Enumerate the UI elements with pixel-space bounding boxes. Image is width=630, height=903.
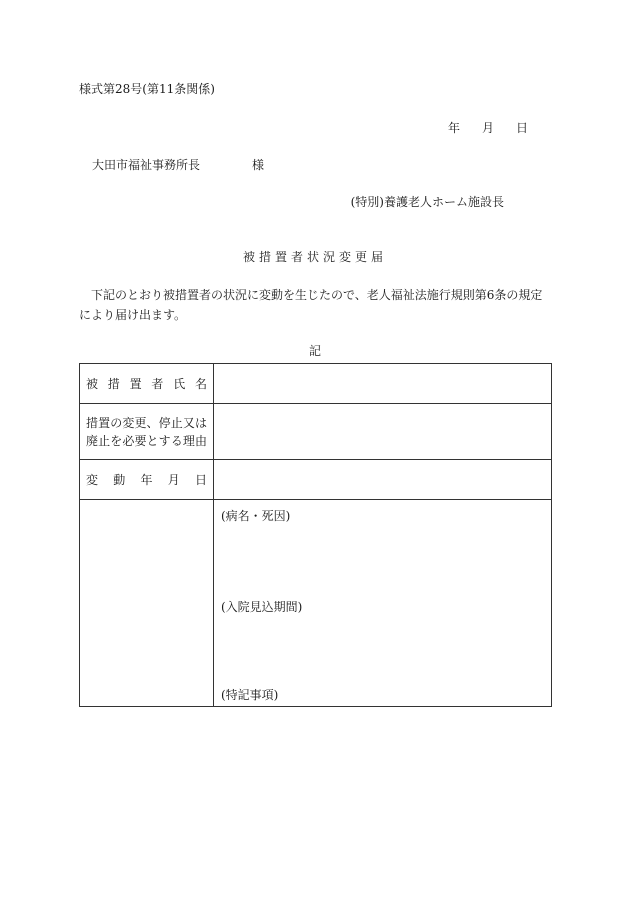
table-row — [80, 364, 552, 404]
label-char: 被 — [86, 377, 99, 391]
insured-name-label-cell — [80, 364, 214, 404]
table-row — [80, 460, 552, 500]
addressee-honorific: 様 — [252, 158, 265, 172]
date-day-label: 日 — [515, 121, 528, 135]
reason-label-line2: 廃止を必要とする理由 — [86, 433, 207, 448]
remarks-cell[interactable] — [214, 500, 552, 707]
label-char: 置 — [129, 377, 142, 391]
reason-label-line1: 措置の変更、停止又は — [86, 415, 207, 430]
label-char: 日 — [194, 473, 207, 487]
body-text: 下記のとおり被措置者の状況に変動を生じたので、老人福祉法施行規則第6条の規定により届け出ます。 — [79, 288, 543, 322]
illness-label: (病名・死因) — [221, 509, 291, 523]
remarks-left-cell — [80, 500, 214, 707]
form-number: 様式第28号(第11条関係) — [79, 82, 215, 96]
record-table — [79, 363, 552, 707]
label-char: 動 — [113, 473, 126, 487]
label-char: 変 — [86, 473, 99, 487]
ki-heading: 記 — [308, 344, 321, 358]
addressee — [92, 156, 264, 173]
document-title: 被措置者状況変更届 — [242, 250, 387, 264]
reason-value-cell[interactable] — [214, 404, 552, 460]
change-date-value-cell[interactable] — [214, 460, 552, 500]
label-char: 名 — [194, 377, 207, 391]
label-char: 月 — [167, 473, 180, 487]
label-char: 者 — [151, 377, 164, 391]
hospital-period-label: (入院見込期間) — [221, 600, 303, 614]
reason-label-cell — [80, 404, 214, 460]
label-char: 年 — [140, 473, 153, 487]
special-notes-label: (特記事項) — [221, 688, 279, 702]
label-char: 氏 — [173, 377, 186, 391]
table-row — [80, 404, 552, 460]
sender: (特別)養護老人ホーム施設長 — [350, 195, 504, 209]
addressee-name: 大田市福祉事務所長 — [92, 158, 201, 172]
table-row — [80, 500, 552, 707]
date-month-label: 月 — [481, 121, 494, 135]
date-year-label: 年 — [447, 121, 460, 135]
change-date-label-cell — [80, 460, 214, 500]
insured-name-value-cell[interactable] — [214, 364, 552, 404]
label-char: 措 — [107, 377, 120, 391]
date-line — [448, 119, 528, 136]
